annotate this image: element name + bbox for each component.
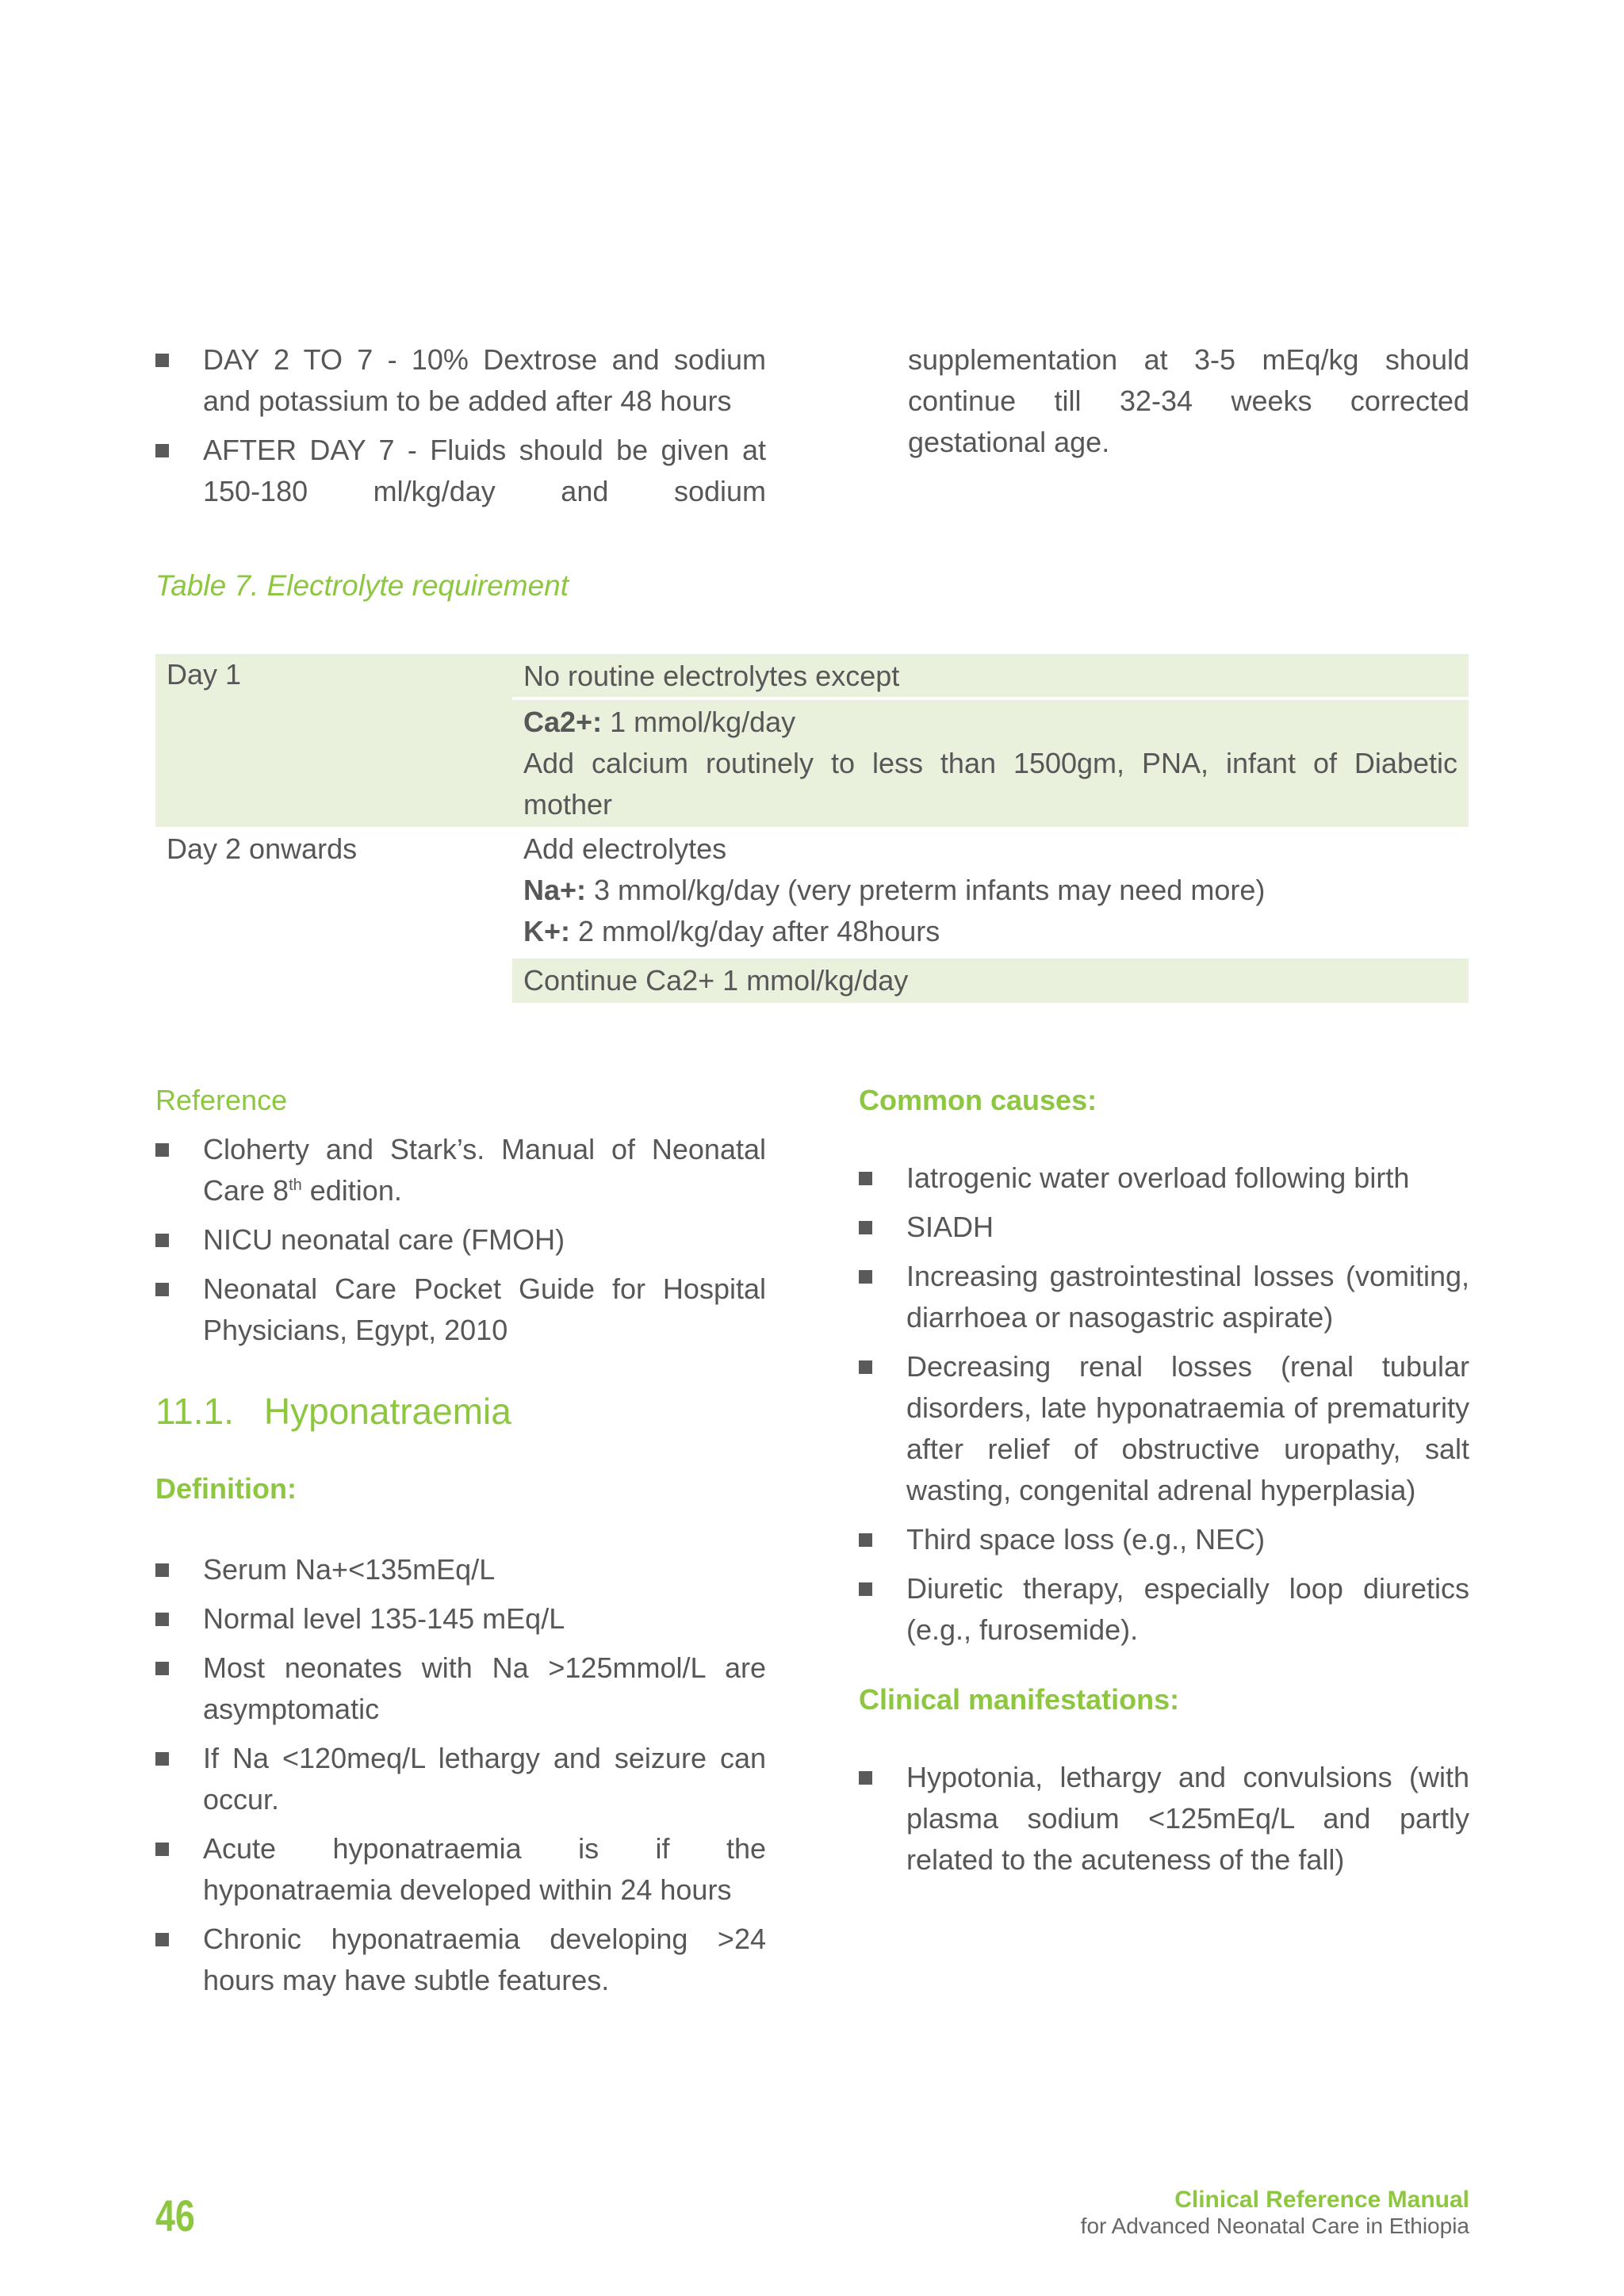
square-bullet-icon bbox=[859, 1360, 872, 1374]
square-bullet-icon bbox=[155, 354, 169, 367]
list-item: Decreasing renal losses (renal tubular disorders, late hyponatraemia of prematurity after relief of obstructive uropathy, salt wasting, congenital adrenal hyperplasia) bbox=[859, 1346, 1469, 1511]
list-item: Cloherty and Stark’s. Manual of Neonatal Care 8th edition. bbox=[155, 1129, 766, 1211]
section-title: 11.1. Hyponatraemia bbox=[155, 1391, 511, 1432]
table-cell: Ca2+: 1 mmol/kg/day Add calcium routinely to less than 1500gm, PNA, infant of Diabetic mother bbox=[512, 698, 1469, 827]
list-item: Iatrogenic water overload following birth bbox=[859, 1158, 1469, 1199]
list-item: SIADH bbox=[859, 1207, 1469, 1248]
list-item: Increasing gastrointestinal losses (vomiting, diarrhoea or nasogastric aspirate) bbox=[859, 1256, 1469, 1338]
list-item: Chronic hyponatraemia developing >24 hours may have subtle features. bbox=[155, 1919, 766, 2001]
definition-list bbox=[155, 1549, 766, 2001]
common-causes-heading: Common causes: bbox=[859, 1084, 1097, 1116]
table-cell: Add electrolytes Na+: 3 mmol/kg/day (very preterm infants may need more) K+: 2 mmol/kg/day after 48hours bbox=[523, 832, 1266, 947]
table-cell: No routine electrolytes except bbox=[523, 660, 900, 692]
footer-subtitle: for Advanced Neonatal Care in Ethiopia bbox=[1080, 2214, 1469, 2238]
list-item: Most neonates with Na >125mmol/L are asymptomatic bbox=[155, 1647, 766, 1730]
right-column bbox=[859, 1080, 1469, 1888]
list-item: If Na <120meq/L lethargy and seizure can occur. bbox=[155, 1738, 766, 1820]
square-bullet-icon bbox=[155, 1752, 169, 1766]
square-bullet-icon bbox=[859, 1221, 872, 1234]
list-item: AFTER DAY 7 - Fluids should be given at 150-180 ml/kg/day and sodium bbox=[155, 430, 766, 512]
square-bullet-icon bbox=[859, 1533, 872, 1547]
table-caption: Table 7. Electrolyte requirement bbox=[155, 569, 569, 602]
square-bullet-icon bbox=[859, 1771, 872, 1785]
square-bullet-icon bbox=[155, 1283, 169, 1296]
footer-branding bbox=[756, 2187, 1469, 2239]
clinical-list bbox=[859, 1757, 1469, 1881]
square-bullet-icon bbox=[859, 1172, 872, 1185]
table-cell: Continue Ca2+ 1 mmol/kg/day bbox=[512, 959, 1469, 1003]
square-bullet-icon bbox=[155, 444, 169, 457]
square-bullet-icon bbox=[155, 1613, 169, 1626]
square-bullet-icon bbox=[155, 1143, 169, 1157]
left-column bbox=[155, 1080, 766, 2009]
square-bullet-icon bbox=[155, 1662, 169, 1675]
list-item: NICU neonatal care (FMOH) bbox=[155, 1219, 766, 1261]
electrolyte-table bbox=[155, 654, 1469, 1003]
table-cell-day1: Day 1 bbox=[167, 658, 242, 691]
clinical-heading: Clinical manifestations: bbox=[859, 1683, 1180, 1716]
square-bullet-icon bbox=[155, 1843, 169, 1856]
top-left-column bbox=[155, 339, 766, 520]
definition-heading: Definition: bbox=[155, 1472, 297, 1505]
square-bullet-icon bbox=[155, 1234, 169, 1247]
list-item: DAY 2 TO 7 - 10% Dextrose and sodium and potassium to be added after 48 hours bbox=[155, 339, 766, 422]
list-item: Serum Na+<135mEq/L bbox=[155, 1549, 766, 1590]
list-item: Acute hyponatraemia is if the hyponatraemia developed within 24 hours bbox=[155, 1828, 766, 1911]
square-bullet-icon bbox=[859, 1582, 872, 1596]
footer-title: Clinical Reference Manual bbox=[1174, 2187, 1469, 2213]
list-item: Diuretic therapy, especially loop diuretics (e.g., furosemide). bbox=[859, 1568, 1469, 1651]
square-bullet-icon bbox=[155, 1563, 169, 1577]
square-bullet-icon bbox=[859, 1270, 872, 1284]
square-bullet-icon bbox=[155, 1933, 169, 1946]
list-item: Neonatal Care Pocket Guide for Hospital Physicians, Egypt, 2010 bbox=[155, 1269, 766, 1351]
table-cell-day2: Day 2 onwards bbox=[167, 832, 358, 865]
reference-heading: Reference bbox=[155, 1084, 288, 1116]
list-item: Third space loss (e.g., NEC) bbox=[859, 1519, 1469, 1560]
list-item: Normal level 135-145 mEq/L bbox=[155, 1598, 766, 1640]
common-causes-list bbox=[859, 1158, 1469, 1651]
top-right-column: supplementation at 3-5 mEq/kg should continue till 32-34 weeks corrected gestational age. bbox=[908, 343, 1469, 458]
list-item: Hypotonia, lethargy and convulsions (with plasma sodium <125mEq/L and partly related to the acuteness of the fall) bbox=[859, 1757, 1469, 1881]
page-number: 46 bbox=[155, 2191, 195, 2241]
